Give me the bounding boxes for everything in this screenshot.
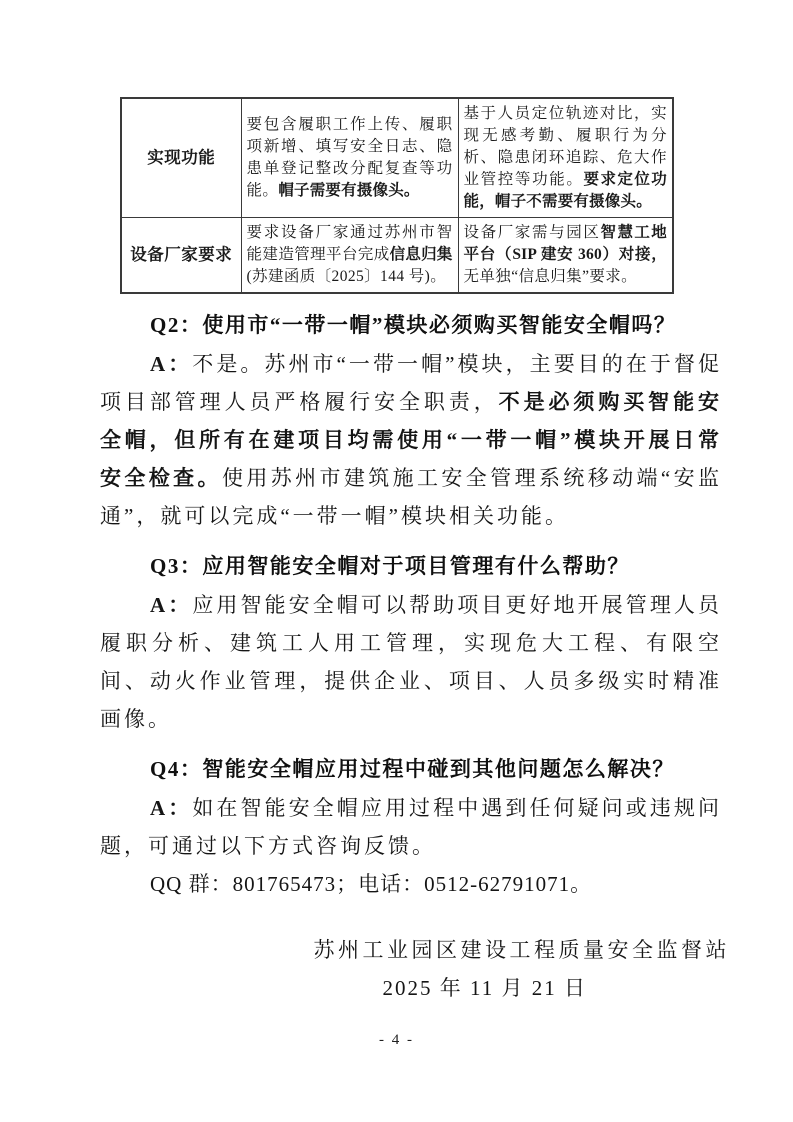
table-row [121,218,673,294]
text-segment: 如在智能安全帽应用过程中遇到任何疑问或违规问题，可通过以下方式咨询反馈。 [100,796,722,858]
text-segment: 帽子需要有摄像头。 [278,182,420,199]
text-segment: A： [150,796,193,820]
text-segment: 使用苏州市建筑施工安全管理系统移动端“安监通”，就可以完成“一带一帽”模块相关功能。 [100,466,722,528]
question-q4: Q4：智能安全帽应用过程中碰到其他问题怎么解决？ [150,757,675,781]
text-segment: 无单独“信息归集”要求。 [463,268,638,285]
signature-organization: 苏州工业园区建设工程质量安全监督站 [313,938,730,962]
text-segment: A： [150,593,193,617]
text-segment: 应用智能安全帽可以帮助项目更好地开展管理人员履职分析、建筑工人用工管理，实现危大工程、有限空间、动火作业管理，提供企业、项目、人员多级实时精准画像。 [100,593,722,731]
text-segment: (苏建函质〔2025〕144 号)。 [246,268,447,285]
answer-q4 [100,789,722,865]
text-segment: 不是。苏州市“一带一帽”模块，主要目的在于督促项目部管理人员严格履行安全职责， [100,352,722,414]
table-content-cell [458,98,673,218]
text-segment: 智慧工地平台（SIP 建安 360）对接， [463,224,667,263]
text-segment: A： [150,352,193,376]
table-row [121,98,673,218]
table-content-cell [458,218,673,294]
question-q2: Q2：使用市“一带一帽”模块必须购买智能安全帽吗？ [150,313,677,337]
answer-q3 [100,586,722,738]
text-segment: 要包含履职工作上传、履职项新增、填写安全日志、隐患单登记整改分配复查等功能。 [246,116,453,199]
text-segment: 要求设备厂家通过苏州市智能建造管理平台完成 [246,224,453,263]
signature-date: 2025 年 11 月 21 日 [382,976,587,1000]
table-content-cell [241,98,458,218]
text-segment: 设备厂家需与园区 [463,224,601,241]
question-q3: Q3：应用智能安全帽对于项目管理有什么帮助？ [150,554,630,578]
page-number: - 4 - [379,1032,414,1048]
table-content-cell [241,218,458,294]
text-segment: 要求定位功能，帽子不需要有摄像头。 [463,171,667,210]
spec-table [120,97,674,294]
answer-q2 [100,345,722,535]
text-segment: 不是必须购买智能安全帽，但所有在建项目均需使用“一带一帽”模块开展日常安全检查。 [100,390,723,490]
table-label-cell: 设备厂家要求 [121,218,241,294]
text-segment: 基于人员定位轨迹对比，实现无感考勤、履职行为分析、隐患闭环追踪、危大作业管控等功能。 [463,105,667,188]
table-label-cell: 实现功能 [121,98,241,218]
contact-line: QQ 群：801765473；电话：0512-62791071。 [150,872,593,896]
text-segment: 信息归集 [389,246,453,263]
